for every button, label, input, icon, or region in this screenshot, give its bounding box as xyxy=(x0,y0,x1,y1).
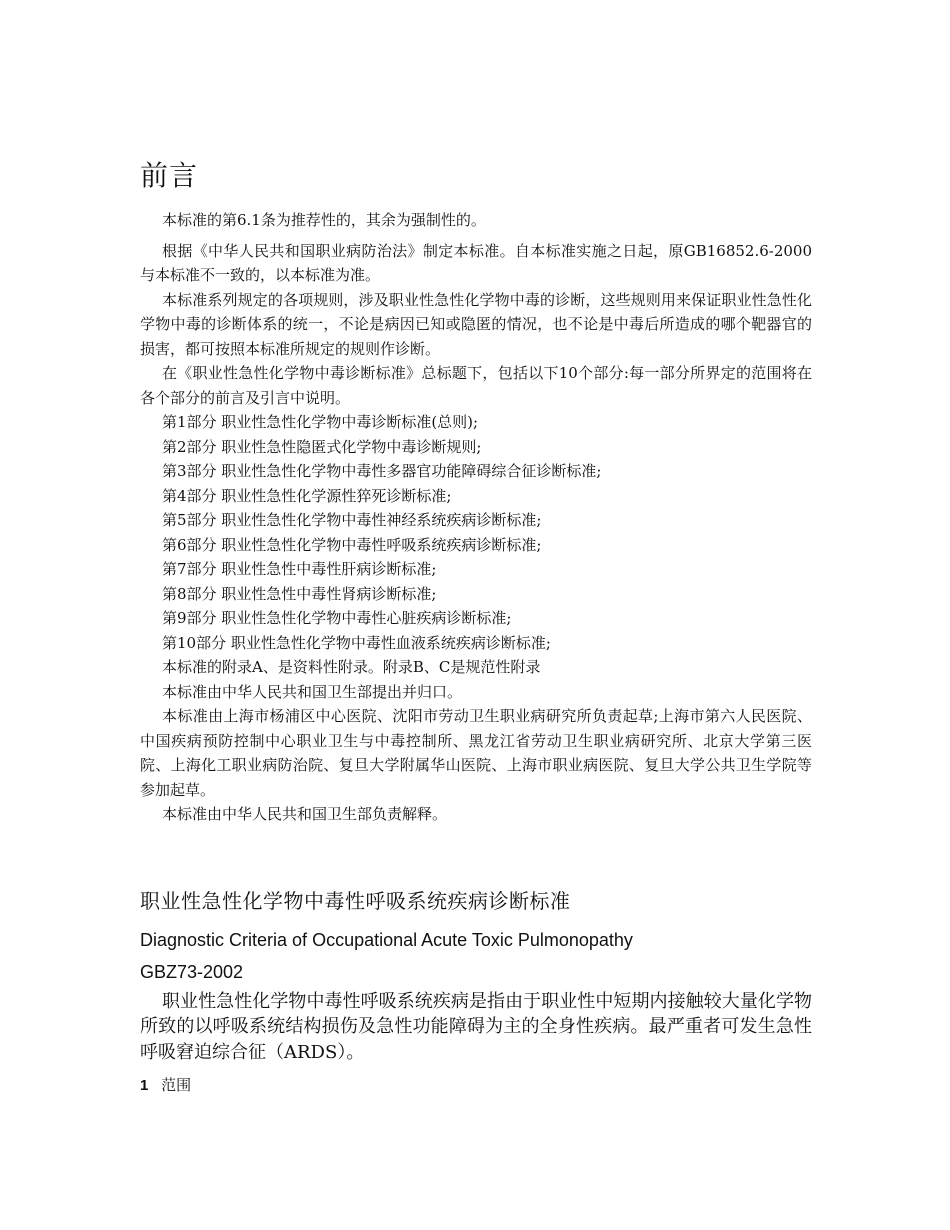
part-list-item: 第3部分 职业性急性化学物中毒性多器官功能障碍综合征诊断标准; xyxy=(162,462,602,480)
document-content xyxy=(140,158,812,1098)
part-list-item: 第8部分 职业性急性中毒性肾病诊断标准; xyxy=(162,584,437,603)
standard-title-chinese: 职业性急性化学物中毒性呼吸系统疾病诊断标准 xyxy=(140,888,571,913)
standard-code: GBZ73-2002 xyxy=(140,961,244,982)
part-list-item: 第7部分 职业性急性中毒性肝病诊断标准; xyxy=(162,560,437,578)
foreword-paragraph: 本标准的第6.1条为推荐性的，其余为强制性的。 xyxy=(162,211,486,229)
section-spacer xyxy=(140,827,812,887)
foreword-paragraph: 根据《中华人民共和国职业病防治法》制定本标准。自本标准实施之日起，原GB16852.6-2000与本标准不一致的，以本标准为准。 xyxy=(140,241,812,284)
foreword-paragraph: 本标准系列规定的各项规则，涉及职业性急性化学物中毒的诊断，这些规则用来保证职业性急性化学物中毒的诊断体系的统一，不论是病因已知或隐匿的情况，也不论是中毒后所造成的哪个靶器官的损害，都可按照本标准所规定的规则作诊断。 xyxy=(140,290,812,358)
foreword-closing-paragraph: 本标准由中华人民共和国卫生部提出并归口。 xyxy=(162,682,463,701)
foreword-closing-paragraph: 本标准由上海市杨浦区中心医院、沈阳市劳动卫生职业病研究所负责起草;上海市第六人民医院、中国疾病预防控制中心职业卫生与中毒控制所、黑龙江省劳动卫生职业病研究所、北京大学第三医院、上海化工职业病防治院、复旦大学附属华山医院、上海市职业病医院、复旦大学公共卫生学院等参加起草。 xyxy=(140,707,812,799)
part-list-item: 第2部分 职业性急性隐匿式化学物中毒诊断规则; xyxy=(162,437,482,456)
standard-introduction: 职业性急性化学物中毒性呼吸系统疾病是指由于职业性中短期内接触较大量化学物所致的以呼吸系统结构损伤及急性功能障碍为主的全身性疾病。最严重者可发生急性呼吸窘迫综合征（ARDS）。 xyxy=(140,990,812,1063)
part-list-item: 第5部分 职业性急性化学物中毒性神经系统疾病诊断标准; xyxy=(162,511,542,529)
section-number: 1 xyxy=(140,1077,149,1094)
section-heading-scope xyxy=(140,1073,812,1098)
foreword-closing-paragraph: 本标准的附录A、是资料性附录。附录B、C是规范性附录 xyxy=(162,658,541,676)
part-list-item: 第6部分 职业性急性化学物中毒性呼吸系统疾病诊断标准; xyxy=(162,535,542,554)
part-list-item: 第4部分 职业性急性化学源性猝死诊断标准; xyxy=(162,486,452,505)
foreword-paragraph: 在《职业性急性化学物中毒诊断标准》总标题下，包括以下10个部分:每一部分所界定的范围将在各个部分的前言及引言中说明。 xyxy=(140,364,812,407)
part-list-item: 第9部分 职业性急性化学物中毒性心脏疾病诊断标准; xyxy=(162,609,512,627)
standard-title-english: Diagnostic Criteria of Occupational Acute Toxic Pulmonopathy xyxy=(140,929,633,950)
parts-list xyxy=(140,410,812,655)
part-list-item: 第10部分 职业性急性化学物中毒性血液系统疾病诊断标准; xyxy=(162,633,551,652)
foreword-heading: 前言 xyxy=(140,159,199,192)
section-title: 范围 xyxy=(161,1076,192,1094)
part-list-item: 第1部分 职业性急性化学物中毒诊断标准(总则); xyxy=(162,413,479,431)
foreword-closing-paragraph: 本标准由中华人民共和国卫生部负责解释。 xyxy=(162,805,448,823)
